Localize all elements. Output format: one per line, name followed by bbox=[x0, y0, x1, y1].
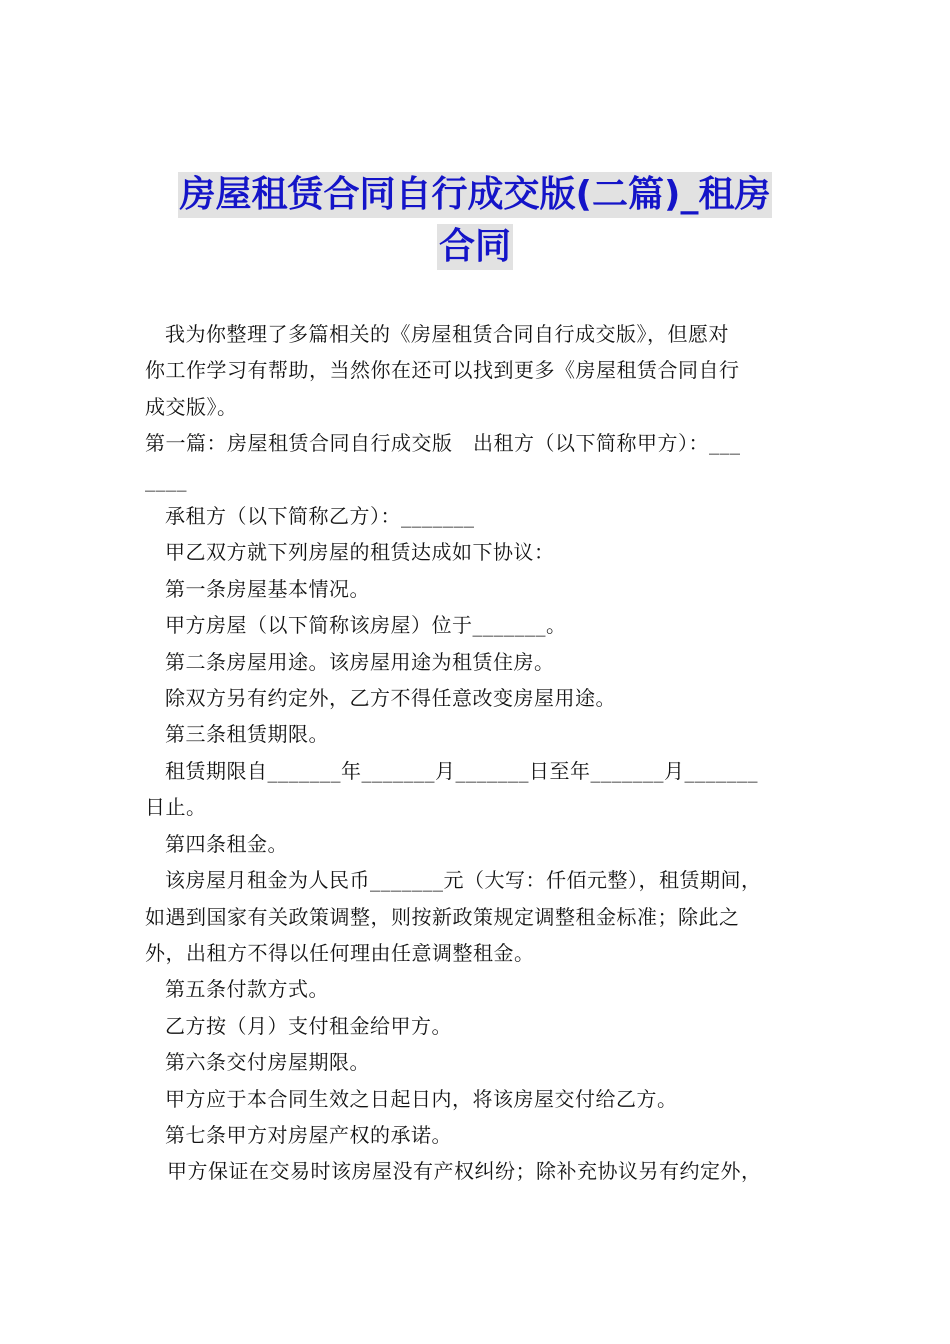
article-6-body: 甲方应于本合同生效之日起日内，将该房屋交付给乙方。 bbox=[165, 1086, 678, 1111]
intro-line-2: 你工作学习有帮助，当然你在还可以找到更多《房屋租赁合同自行 bbox=[145, 358, 740, 383]
article-3-heading: 第三条租赁期限。 bbox=[165, 722, 329, 747]
intro-line-3: 成交版》。 bbox=[145, 394, 238, 419]
document-body bbox=[145, 316, 815, 1190]
article-5-body: 乙方按（月）支付租金给甲方。 bbox=[165, 1013, 452, 1038]
article-4-body-line-1: 该房屋月租金为人民币_______元（大写：仟佰元整），租赁期间， bbox=[165, 868, 762, 893]
article-7-body: 甲方保证在交易时该房屋没有产权纠纷；除补充协议另有约定外， bbox=[167, 1159, 762, 1184]
title-line-1: 房屋租赁合同自行成交版(二篇)_租房 bbox=[178, 172, 773, 218]
article-4-body-line-2: 如遇到国家有关政策调整，则按新政策规定调整租金标准；除此之 bbox=[145, 904, 740, 929]
article-4-body-line-3: 外，出租方不得以任何理由任意调整租金。 bbox=[145, 940, 535, 965]
article-3-body-line-2: 日止。 bbox=[145, 795, 207, 820]
document-title bbox=[0, 172, 950, 276]
article-2-heading: 第二条房屋用途。该房屋用途为租赁住房。 bbox=[165, 649, 555, 674]
intro-line-1: 我为你整理了多篇相关的《房屋租赁合同自行成交版》，但愿对 bbox=[165, 322, 729, 346]
article-6-heading: 第六条交付房屋期限。 bbox=[165, 1050, 370, 1075]
article-1-body: 甲方房屋（以下简称该房屋）位于_______。 bbox=[165, 613, 567, 638]
article-5-heading: 第五条付款方式。 bbox=[165, 977, 329, 1002]
agreement-line: 甲乙双方就下列房屋的租赁达成如下协议： bbox=[165, 540, 555, 565]
article-2-body: 除双方另有约定外，乙方不得任意改变房屋用途。 bbox=[165, 686, 616, 711]
title-line-2: 合同 bbox=[437, 224, 513, 270]
lessee-line: 承租方（以下简称乙方）：_______ bbox=[165, 504, 475, 529]
article-1-heading: 第一条房屋基本情况。 bbox=[165, 576, 370, 601]
article-4-heading: 第四条租金。 bbox=[165, 831, 288, 856]
article-7-heading: 第七条甲方对房屋产权的承诺。 bbox=[165, 1122, 452, 1147]
part1-heading: 第一篇：房屋租赁合同自行成交版 出租方（以下简称甲方）：___ bbox=[145, 431, 741, 456]
part1-heading-continued: ____ bbox=[145, 467, 187, 492]
article-3-body-line-1: 租赁期限自_______年_______月_______日至年_______月_______ bbox=[165, 758, 758, 783]
